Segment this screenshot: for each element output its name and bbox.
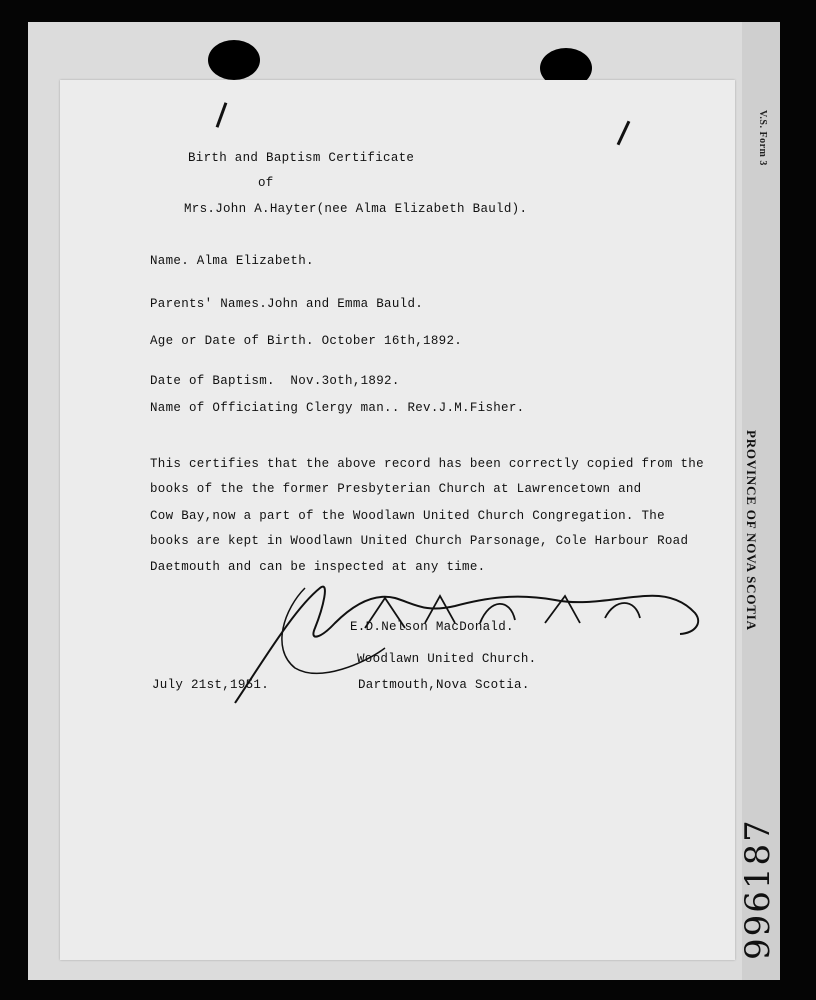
field-baptism-date: Date of Baptism. Nov.3oth,1892. (150, 374, 400, 388)
province-label: PROVINCE OF NOVA SCOTIA (744, 430, 759, 631)
field-clergy: Name of Officiating Clergy man.. Rev.J.M.Fisher. (150, 401, 525, 415)
certificate-title: Birth and Baptism Certificate (188, 151, 415, 165)
field-name: Name. Alma Elizabeth. (150, 254, 314, 268)
pen-mark-right (617, 121, 631, 146)
form-label: V.S. Form 3 (757, 110, 768, 166)
certificate-subject: Mrs.John A.Hayter(nee Alma Elizabeth Bauld). (184, 202, 528, 216)
signer-name: E.D.Nelson MacDonald. (350, 620, 514, 634)
body-line-3: Cow Bay,now a part of the Woodlawn United Church Congregation. The (150, 509, 665, 523)
handwritten-registration-number: 996187 (738, 818, 778, 960)
body-line-1: This certifies that the above record has been correctly copied from the (150, 457, 704, 471)
field-birth-date: Age or Date of Birth. October 16th,1892. (150, 334, 463, 348)
signer-church: Woodlawn United Church. (357, 652, 537, 666)
body-line-4: books are kept in Woodlawn United Church Parsonage, Cole Harbour Road (150, 534, 689, 548)
punch-hole-left (208, 40, 260, 80)
pen-mark-left (216, 102, 228, 127)
certificate-sheet (60, 80, 735, 960)
certificate-date: July 21st,1951. (152, 678, 270, 692)
body-line-2: books of the the former Presbyterian Church at Lawrencetown and (150, 482, 642, 496)
signer-location: Dartmouth,Nova Scotia. (358, 678, 530, 692)
field-parents: Parents' Names.John and Emma Bauld. (150, 297, 424, 311)
certificate-title-of: of (258, 176, 274, 190)
body-line-5: Daetmouth and can be inspected at any time. (150, 560, 486, 574)
